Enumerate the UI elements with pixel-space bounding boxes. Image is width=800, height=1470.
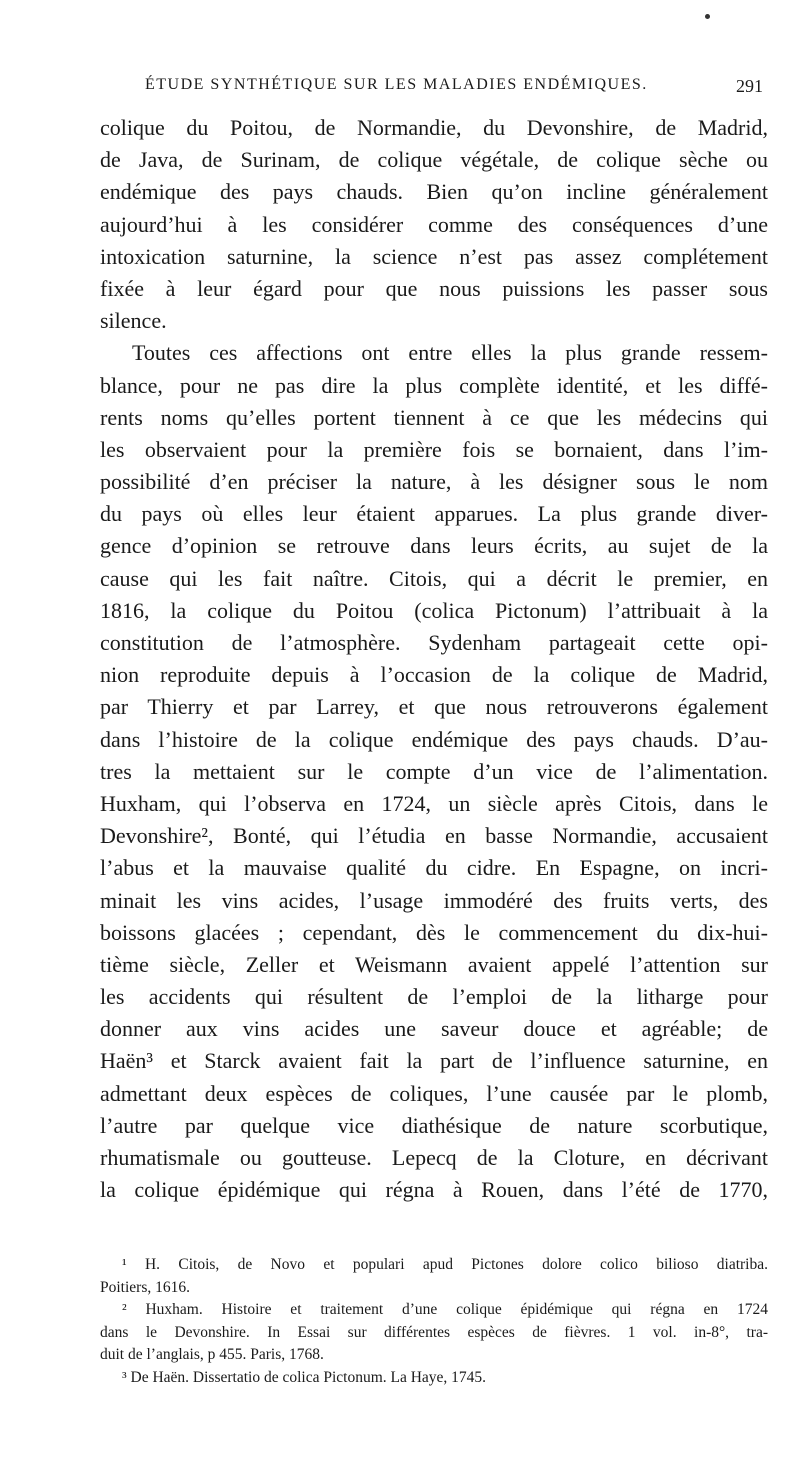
text-line: l’autre par quelque vice diathésique de nature scorbutique, [100,1112,768,1138]
page-number: 291 [736,76,763,96]
header-title: ÉTUDE SYNTHÉTIQUE SUR LES MALADIES ENDÉMIQUES. [145,76,648,93]
text-line: cause qui les fait naître. Citois, qui a décrit le premier, en [100,565,768,591]
text-line: tres la mettaient sur le compte d’un vice de l’alimentation. [100,758,768,784]
text-line: aujourd’hui à les considérer comme des conséquences d’une [100,211,768,237]
text-line: endémique des pays chauds. Bien qu’on incline généralement [100,179,768,205]
ink-speck [705,14,710,19]
footnote-line: dans le Devonshire. In Essai sur différentes espèces de fièvres. 1 vol. in-8°, tra- [100,1323,768,1341]
text-line: colique du Poitou, de Normandie, du Devonshire, de Madrid, [100,115,768,140]
text-line: de Java, de Surinam, de colique végétale, de colique sèche ou [100,147,768,173]
text-line: fixée à leur égard pour que nous puissions les passer sous [100,275,768,301]
text-line: les accidents qui résultent de l’emploi de la litharge pour [100,984,768,1010]
text-line: rhumatismale ou goutteuse. Lepecq de la Cloture, en décrivant [100,1145,768,1170]
text-line: gence d’opinion se retrouve dans leurs écrits, au sujet de la [100,533,768,559]
footnotes [100,1254,768,1390]
text-line: la colique épidémique qui régna à Rouen, dans l’été de 1770, [100,1177,768,1203]
footnote-line: ¹ H. Citois, de Novo et populari apud Pictones dolore colico bilioso diatriba. [122,1256,768,1273]
text-line: intoxication saturnine, la science n’est pas assez complétement [100,243,768,269]
text-line: constitution de l’atmosphère. Sydenham partageait cette opi- [100,630,768,655]
body-text [100,112,768,1206]
text-line: 1816, la colique du Poitou (colica Pictonum) l’attribuait à la [100,597,768,623]
footnote-line: duit de l’anglais, p 455. Paris, 1768. [100,1346,324,1364]
footnote-line: ³ De Haën. Dissertatio de colica Pictonum. La Haye, 1745. [122,1368,487,1386]
text-line: l’abus et la mauvaise qualité du cidre. En Espagne, on incri- [100,855,768,881]
text-line: minait les vins acides, l’usage immodéré des fruits verts, des [100,887,768,913]
footnote-line: ² Huxham. Histoire et traitement d’une colique épidémique qui régna en 1724 [122,1301,768,1319]
text-line: du pays où elles leur étaient apparues. La plus grande diver- [100,501,768,527]
text-line: dans l’histoire de la colique endémique des pays chauds. D’au- [100,726,768,752]
footnote-line: Poitiers, 1616. [100,1278,190,1296]
text-line: par Thierry et par Larrey, et que nous retrouverons également [100,694,768,720]
text-line: tième siècle, Zeller et Weismann avaient appelé l’attention sur [100,951,768,977]
text-line: possibilité d’en préciser la nature, à les désigner sous le nom [100,469,768,495]
text-line: rents noms qu’elles portent tiennent à ce que les médecins qui [100,404,768,430]
text-line: Toutes ces affections ont entre elles la plus grande ressem- [132,340,768,366]
text-line: Devonshire², Bonté, qui l’étudia en basse Normandie, accusaient [100,823,768,849]
text-line: blance, pour ne pas dire la plus complète identité, et les diffé- [100,372,768,398]
text-line: donner aux vins acides une saveur douce et agréable; de [100,1016,768,1042]
text-line: silence. [100,308,167,334]
running-header [105,76,763,100]
text-line: admettant deux espèces de coliques, l’une causée par le plomb, [100,1080,768,1106]
text-line: boissons glacées ; cependant, dès le commencement du dix-hui- [100,919,768,945]
text-line: nion reproduite depuis à l’occasion de la colique de Madrid, [100,662,768,688]
text-line: Haën³ et Starck avaient fait la part de l’influence saturnine, en [100,1048,768,1074]
text-line: Huxham, qui l’observa en 1724, un siècle après Citois, dans le [100,790,768,816]
text-line: les observaient pour la première fois se bornaient, dans l’im- [100,436,768,462]
